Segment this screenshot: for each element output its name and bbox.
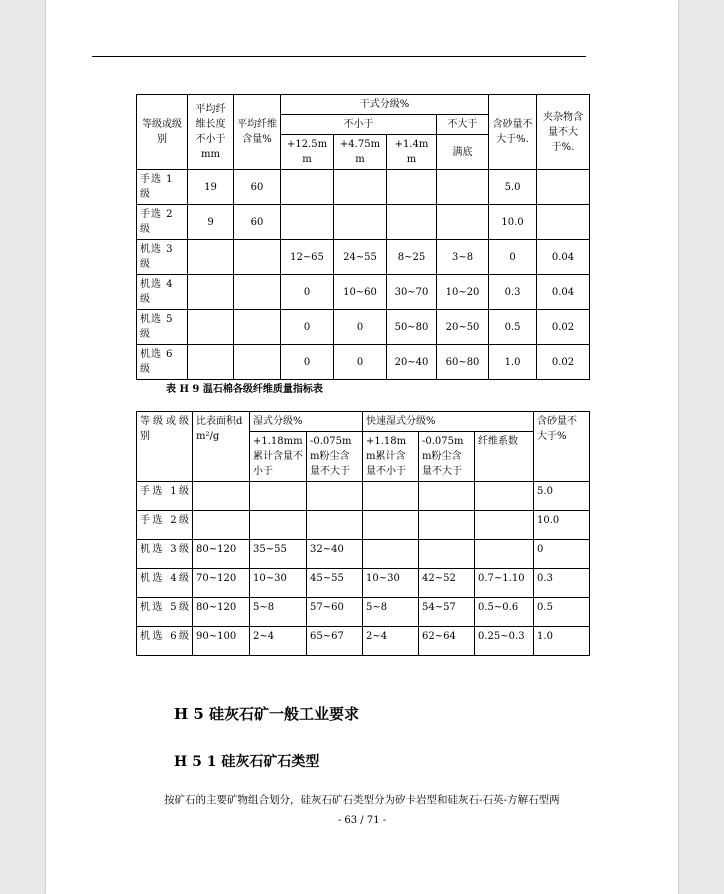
header-sand: 含砂量不大于%. <box>489 95 537 170</box>
table-row <box>137 540 590 569</box>
cell-length <box>188 275 234 310</box>
cell-sand: 10.0 <box>489 205 537 240</box>
cell-length: 19 <box>188 170 234 205</box>
header-fiber-length: 平均纤维长度不小于mm <box>188 95 234 170</box>
cell-content <box>234 240 281 275</box>
cell-grade: 手选 2级 <box>137 511 193 540</box>
cell-grade: 机选 6级 <box>137 627 193 656</box>
cell-sand: 5.0 <box>534 482 590 511</box>
cell-s1: 0 <box>281 345 334 380</box>
header-sand: 含砂量不大于% <box>534 412 590 482</box>
cell-w2: 65~67 <box>307 627 363 656</box>
table-row <box>137 310 590 345</box>
cell-sand: 10.0 <box>534 511 590 540</box>
cell-s3 <box>387 205 437 240</box>
cell-w1: 2~4 <box>250 627 307 656</box>
cell-f1: 2~4 <box>363 627 419 656</box>
cell-impurity: 0.02 <box>537 310 590 345</box>
cell-s3 <box>387 170 437 205</box>
header-not-less: 不小于 <box>281 115 437 135</box>
cell-content: 60 <box>234 205 281 240</box>
table-row <box>137 345 590 380</box>
cell-f2: 42~52 <box>419 569 475 598</box>
cell-f2: 54~57 <box>419 598 475 627</box>
cell-sand: 0.5 <box>489 310 537 345</box>
cell-grade: 机选 4级 <box>137 569 193 598</box>
cell-s1 <box>281 170 334 205</box>
header-wet-group: 湿式分级% <box>250 412 363 432</box>
cell-length <box>188 310 234 345</box>
table-row <box>137 627 590 656</box>
cell-sand: 0 <box>534 540 590 569</box>
page-number: - 63 / 71 - <box>337 815 387 826</box>
subsection-heading: H 5 1 硅灰石矿石类型 <box>174 754 320 770</box>
cell-s1: 0 <box>281 275 334 310</box>
body-paragraph: 按矿石的主要矿物组合划分，硅灰石矿石类型分为矽卡岩型和硅灰石-石英-方解石型两 <box>164 794 560 806</box>
asbestos-fiber-length-table <box>136 94 590 380</box>
cell-w2 <box>307 482 363 511</box>
cell-f2 <box>419 482 475 511</box>
header-full-bottom: 满底 <box>437 135 489 170</box>
cell-s2: 24~55 <box>334 240 387 275</box>
cell-sand: 1.0 <box>489 345 537 380</box>
cell-grade: 手选 2级 <box>137 205 188 240</box>
cell-f2: 62~64 <box>419 627 475 656</box>
cell-bottom <box>437 205 489 240</box>
cell-coef: 0.7~1.10 <box>475 569 534 598</box>
table-row <box>137 598 590 627</box>
table-row <box>137 240 590 275</box>
header-dry-group: 干式分级% <box>281 95 489 115</box>
cell-f1: 5~8 <box>363 598 419 627</box>
cell-impurity: 0.04 <box>537 240 590 275</box>
header-rule <box>92 56 586 57</box>
cell-w2: 32~40 <box>307 540 363 569</box>
header-grade: 等级或级别 <box>137 412 193 482</box>
header-wet-minus0075: -0.075mm粉尘含量不大于 <box>307 432 363 482</box>
cell-impurity <box>537 205 590 240</box>
cell-w2: 57~60 <box>307 598 363 627</box>
cell-bottom: 10~20 <box>437 275 489 310</box>
cell-s3: 20~40 <box>387 345 437 380</box>
header-fast-wet-group: 快速湿式分级% <box>363 412 534 432</box>
cell-grade: 机选 3级 <box>137 240 188 275</box>
header-not-more: 不大于 <box>437 115 489 135</box>
cell-area <box>193 482 250 511</box>
cell-grade: 机选 5级 <box>137 598 193 627</box>
header-size3: +1.4mm <box>387 135 437 170</box>
cell-w1 <box>250 482 307 511</box>
cell-grade: 机选 6级 <box>137 345 188 380</box>
cell-sand: 0.5 <box>534 598 590 627</box>
cell-s2 <box>334 170 387 205</box>
cell-sand: 5.0 <box>489 170 537 205</box>
cell-s2: 10~60 <box>334 275 387 310</box>
cell-coef <box>475 511 534 540</box>
cell-content: 60 <box>234 170 281 205</box>
cell-f1 <box>363 540 419 569</box>
table-caption: 表 H 9 温石棉各级纤维质量指标表 <box>166 384 323 395</box>
table-row <box>137 511 590 540</box>
cell-length <box>188 240 234 275</box>
cell-s3: 50~80 <box>387 310 437 345</box>
cell-s1 <box>281 205 334 240</box>
cell-area: 80~120 <box>193 598 250 627</box>
header-grade: 等级或级别 <box>137 95 188 170</box>
header-fiber-coef: 纤维系数 <box>475 432 534 482</box>
cell-s3: 30~70 <box>387 275 437 310</box>
cell-s2 <box>334 205 387 240</box>
cell-s1: 12~65 <box>281 240 334 275</box>
cell-f2 <box>419 540 475 569</box>
cell-content <box>234 310 281 345</box>
header-fast-minus0075: -0.075mm粉尘含量不大于 <box>419 432 475 482</box>
table-row <box>137 205 590 240</box>
cell-w1: 5~8 <box>250 598 307 627</box>
header-size1: +12.5mm <box>281 135 334 170</box>
cell-bottom: 3~8 <box>437 240 489 275</box>
header-fast-plus118: +1.18mm累计含量不小于 <box>363 432 419 482</box>
cell-coef: 0.25~0.3 <box>475 627 534 656</box>
cell-grade: 手选 1级 <box>137 170 188 205</box>
cell-impurity: 0.02 <box>537 345 590 380</box>
cell-length <box>188 345 234 380</box>
header-fiber-content: 平均纤维含量% <box>234 95 281 170</box>
cell-f2 <box>419 511 475 540</box>
cell-coef <box>475 540 534 569</box>
cell-area <box>193 511 250 540</box>
cell-grade: 机选 4级 <box>137 275 188 310</box>
cell-sand: 0.3 <box>534 569 590 598</box>
cell-w2 <box>307 511 363 540</box>
cell-sand: 0.3 <box>489 275 537 310</box>
cell-f1 <box>363 511 419 540</box>
header-surface-area: 比表面积dm²/g <box>193 412 250 482</box>
cell-content <box>234 275 281 310</box>
cell-w2: 45~55 <box>307 569 363 598</box>
cell-bottom <box>437 170 489 205</box>
cell-area: 90~100 <box>193 627 250 656</box>
cell-coef: 0.5~0.6 <box>475 598 534 627</box>
cell-grade: 机选 3级 <box>137 540 193 569</box>
header-size2: +4.75mm <box>334 135 387 170</box>
cell-w1 <box>250 511 307 540</box>
cell-sand: 0 <box>489 240 537 275</box>
table-row <box>137 170 590 205</box>
cell-grade: 机选 5级 <box>137 310 188 345</box>
cell-s1: 0 <box>281 310 334 345</box>
section-heading: H 5 硅灰石矿一般工业要求 <box>174 705 360 723</box>
cell-area: 70~120 <box>193 569 250 598</box>
cell-impurity: 0.04 <box>537 275 590 310</box>
cell-w1: 35~55 <box>250 540 307 569</box>
cell-f1 <box>363 482 419 511</box>
cell-bottom: 60~80 <box>437 345 489 380</box>
table-row <box>137 275 590 310</box>
cell-bottom: 20~50 <box>437 310 489 345</box>
cell-grade: 手选 1级 <box>137 482 193 511</box>
cell-f1: 10~30 <box>363 569 419 598</box>
cell-content <box>234 345 281 380</box>
cell-sand: 1.0 <box>534 627 590 656</box>
header-wet-plus118: +1.18mm累计含量不小于 <box>250 432 307 482</box>
asbestos-grade-quality-table <box>136 411 590 656</box>
cell-w1: 10~30 <box>250 569 307 598</box>
table-row <box>137 569 590 598</box>
cell-s2: 0 <box>334 345 387 380</box>
cell-s3: 8~25 <box>387 240 437 275</box>
header-impurity: 夹杂物含量不大于%. <box>537 95 590 170</box>
cell-s2: 0 <box>334 310 387 345</box>
cell-area: 80~120 <box>193 540 250 569</box>
cell-coef <box>475 482 534 511</box>
cell-length: 9 <box>188 205 234 240</box>
cell-impurity <box>537 170 590 205</box>
table-row <box>137 482 590 511</box>
